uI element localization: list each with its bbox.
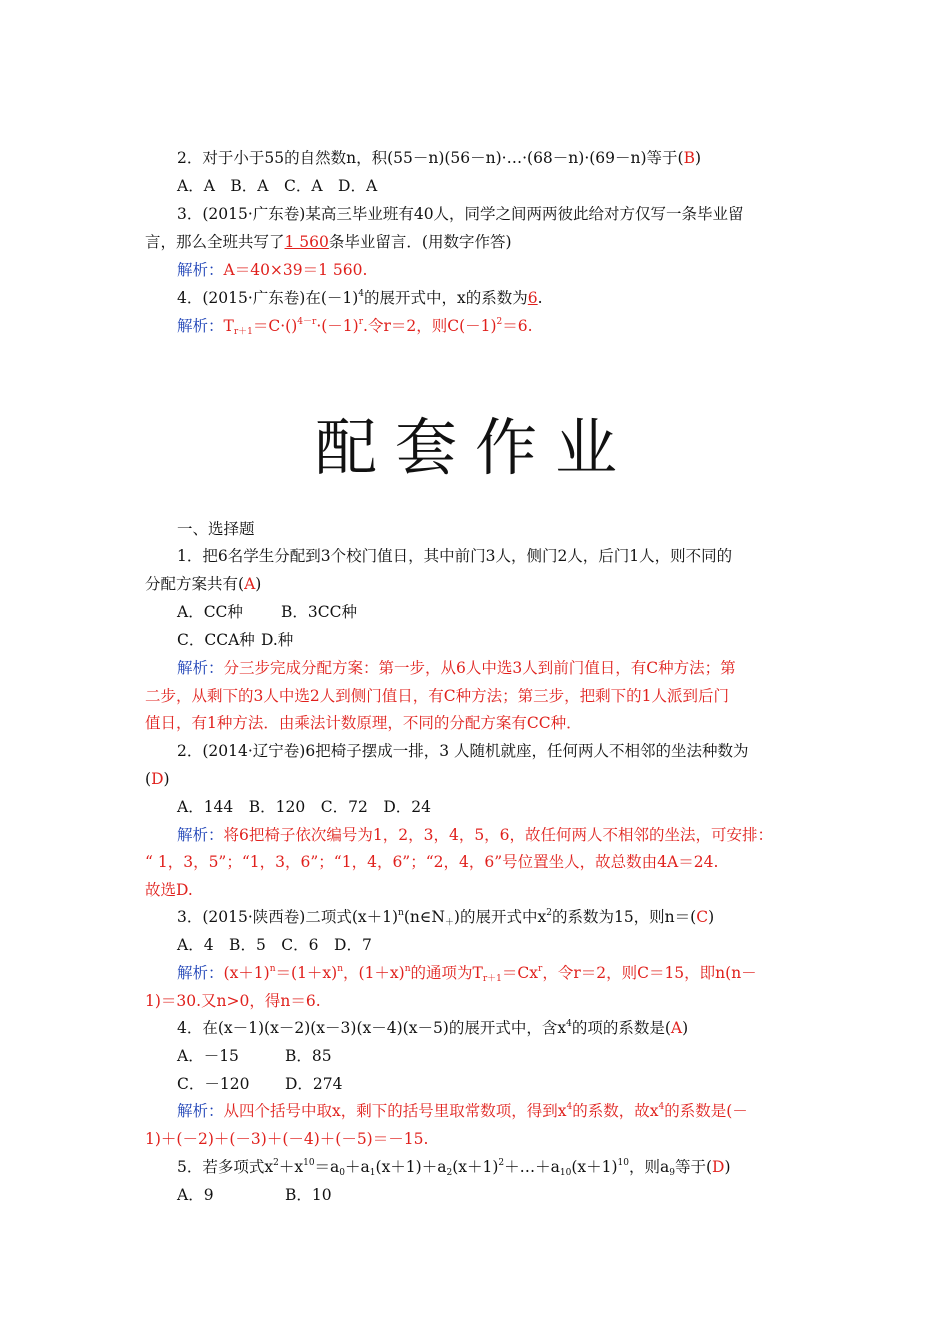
solution-3-line2: 1)＝30.又n>0，得n＝6. <box>145 992 321 1010</box>
solution-label: 解析： <box>177 1102 224 1120</box>
answer-letter: A <box>670 1019 683 1037</box>
problem-5-options: A．9 B．10 <box>177 1186 332 1204</box>
page-title: 配套作业 <box>314 411 635 484</box>
solution-1-line2: 二步，从剩下的3人中选2人到侧门值日，有C种方法；第三步，把剩下的1人派到后门 <box>145 687 729 705</box>
problem-1-options-ab: A．CC种 B．3CC种 <box>177 603 357 621</box>
solution-label: 解析： <box>177 964 224 982</box>
solution-label: 解析： <box>177 261 224 279</box>
question-3-top-line2: 言，那么全班共写了1 560条毕业留言．(用数字作答) <box>145 233 512 251</box>
problem-2-line1: 2．(2014·辽宁卷)6把椅子摆成一排，3 人随机就座，任何两人不相邻的坐法种数为 <box>177 742 749 760</box>
question-4-top: 4．(2015·广东卷)在$(-1)^4$的展开式中，x的系数为6. <box>177 289 543 307</box>
answer-letter: C <box>696 908 709 926</box>
answer-letter: A <box>244 575 256 593</box>
solution-label: 解析： <box>177 317 224 335</box>
solution-4-top: 解析：$T_{r+1}=C\cdot()^{4-r}\cdot(-1)^r$.令r＝2，则$C(-1)^2=6$. <box>177 317 533 337</box>
answer-letter: B <box>683 149 695 167</box>
answer-letter: D <box>151 770 164 788</box>
solution-2-line1: 解析：将6把椅子依次编号为1，2，3，4，5，6，故任何两人不相邻的坐法，可安排： <box>177 826 774 844</box>
answer-letter: D <box>712 1158 725 1176</box>
solution-4-line2: 1)＋(－2)＋(－3)＋(－4)＋(－5)＝－15. <box>145 1130 429 1148</box>
solution-4-line1: 解析：从四个括号中取x，剩下的括号里取常数项，得到$x^4$的系数，故$x^4$的系数是(－ <box>177 1102 748 1120</box>
section-header: 一、选择题 <box>177 520 255 538</box>
solution-2-line2: “ 1，3，5”；“1，3，6”；“1，4，6”；“2，4，6”号位置坐人，故总数由4A＝24. <box>145 853 719 871</box>
problem-5: 5．若多项式$x^2+x^{10}=a_0+a_1(x+1)+a_2(x+1)^2+\dots+a_{10}(x+1)^{10}$，则$a_9$等于(D) <box>177 1158 731 1178</box>
problem-2-options: A．144 B．120 C．72 D．24 <box>177 798 431 816</box>
problem-4: 4．在(x－1)(x－2)(x－3)(x－4)(x－5)的展开式中，含$x^4$的项的系数是(A) <box>177 1019 689 1037</box>
solution-2-line3: 故选D. <box>145 881 193 899</box>
problem-4-options-cd: C．－120 D．274 <box>177 1075 343 1093</box>
answer-blank: 1 560 <box>284 233 329 251</box>
solution-3-line1: 解析：$(x+1)^n=(1+x)^n$，$(1+x)^n$的通项为$T_{r+1}=Cx^r$，令r＝2，则C＝15，即n(n－ <box>177 964 757 984</box>
problem-1-line1: 1．把6名学生分配到3个校门值日，其中前门3人，侧门2人，后门1人，则不同的 <box>177 547 733 565</box>
answer-blank: 6 <box>527 289 538 307</box>
solution-label: 解析： <box>177 659 224 677</box>
question-3-top-line1: 3．(2015·广东卷)某高三毕业班有40人，同学之间两两彼此给对方仅写一条毕业留 <box>177 205 744 223</box>
question-2-top: 2．对于小于55的自然数n，积(55－n)(56－n)·…·(68－n)·(69－n)等于(B) <box>177 149 702 167</box>
solution-1-line1: 解析：分三步完成分配方案：第一步，从6人中选3人到前门值日，有C种方法；第 <box>177 659 736 677</box>
problem-2-line2: (D) <box>145 770 170 788</box>
problem-4-options-ab: A．－15 B．85 <box>177 1047 332 1065</box>
problem-1-line2: 分配方案共有(A) <box>145 575 262 593</box>
question-2-top-options: A．A B．A C．A D．A <box>177 177 378 195</box>
solution-3-top: 解析：A＝40×39＝1 560. <box>177 261 368 279</box>
problem-3-options: A．4 B．5 C．6 D．7 <box>177 936 372 954</box>
solution-1-line3: 值日，有1种方法．由乘法计数原理，不同的分配方案有CC种． <box>145 714 582 732</box>
problem-3: 3．(2015·陕西卷)二项式$(x+1)^n(n\in N_+)$的展开式中$x^2$的系数为15，则n＝(C) <box>177 908 715 928</box>
solution-label: 解析： <box>177 826 224 844</box>
problem-1-options-cd: C．CCA种 D.种 <box>177 631 294 649</box>
